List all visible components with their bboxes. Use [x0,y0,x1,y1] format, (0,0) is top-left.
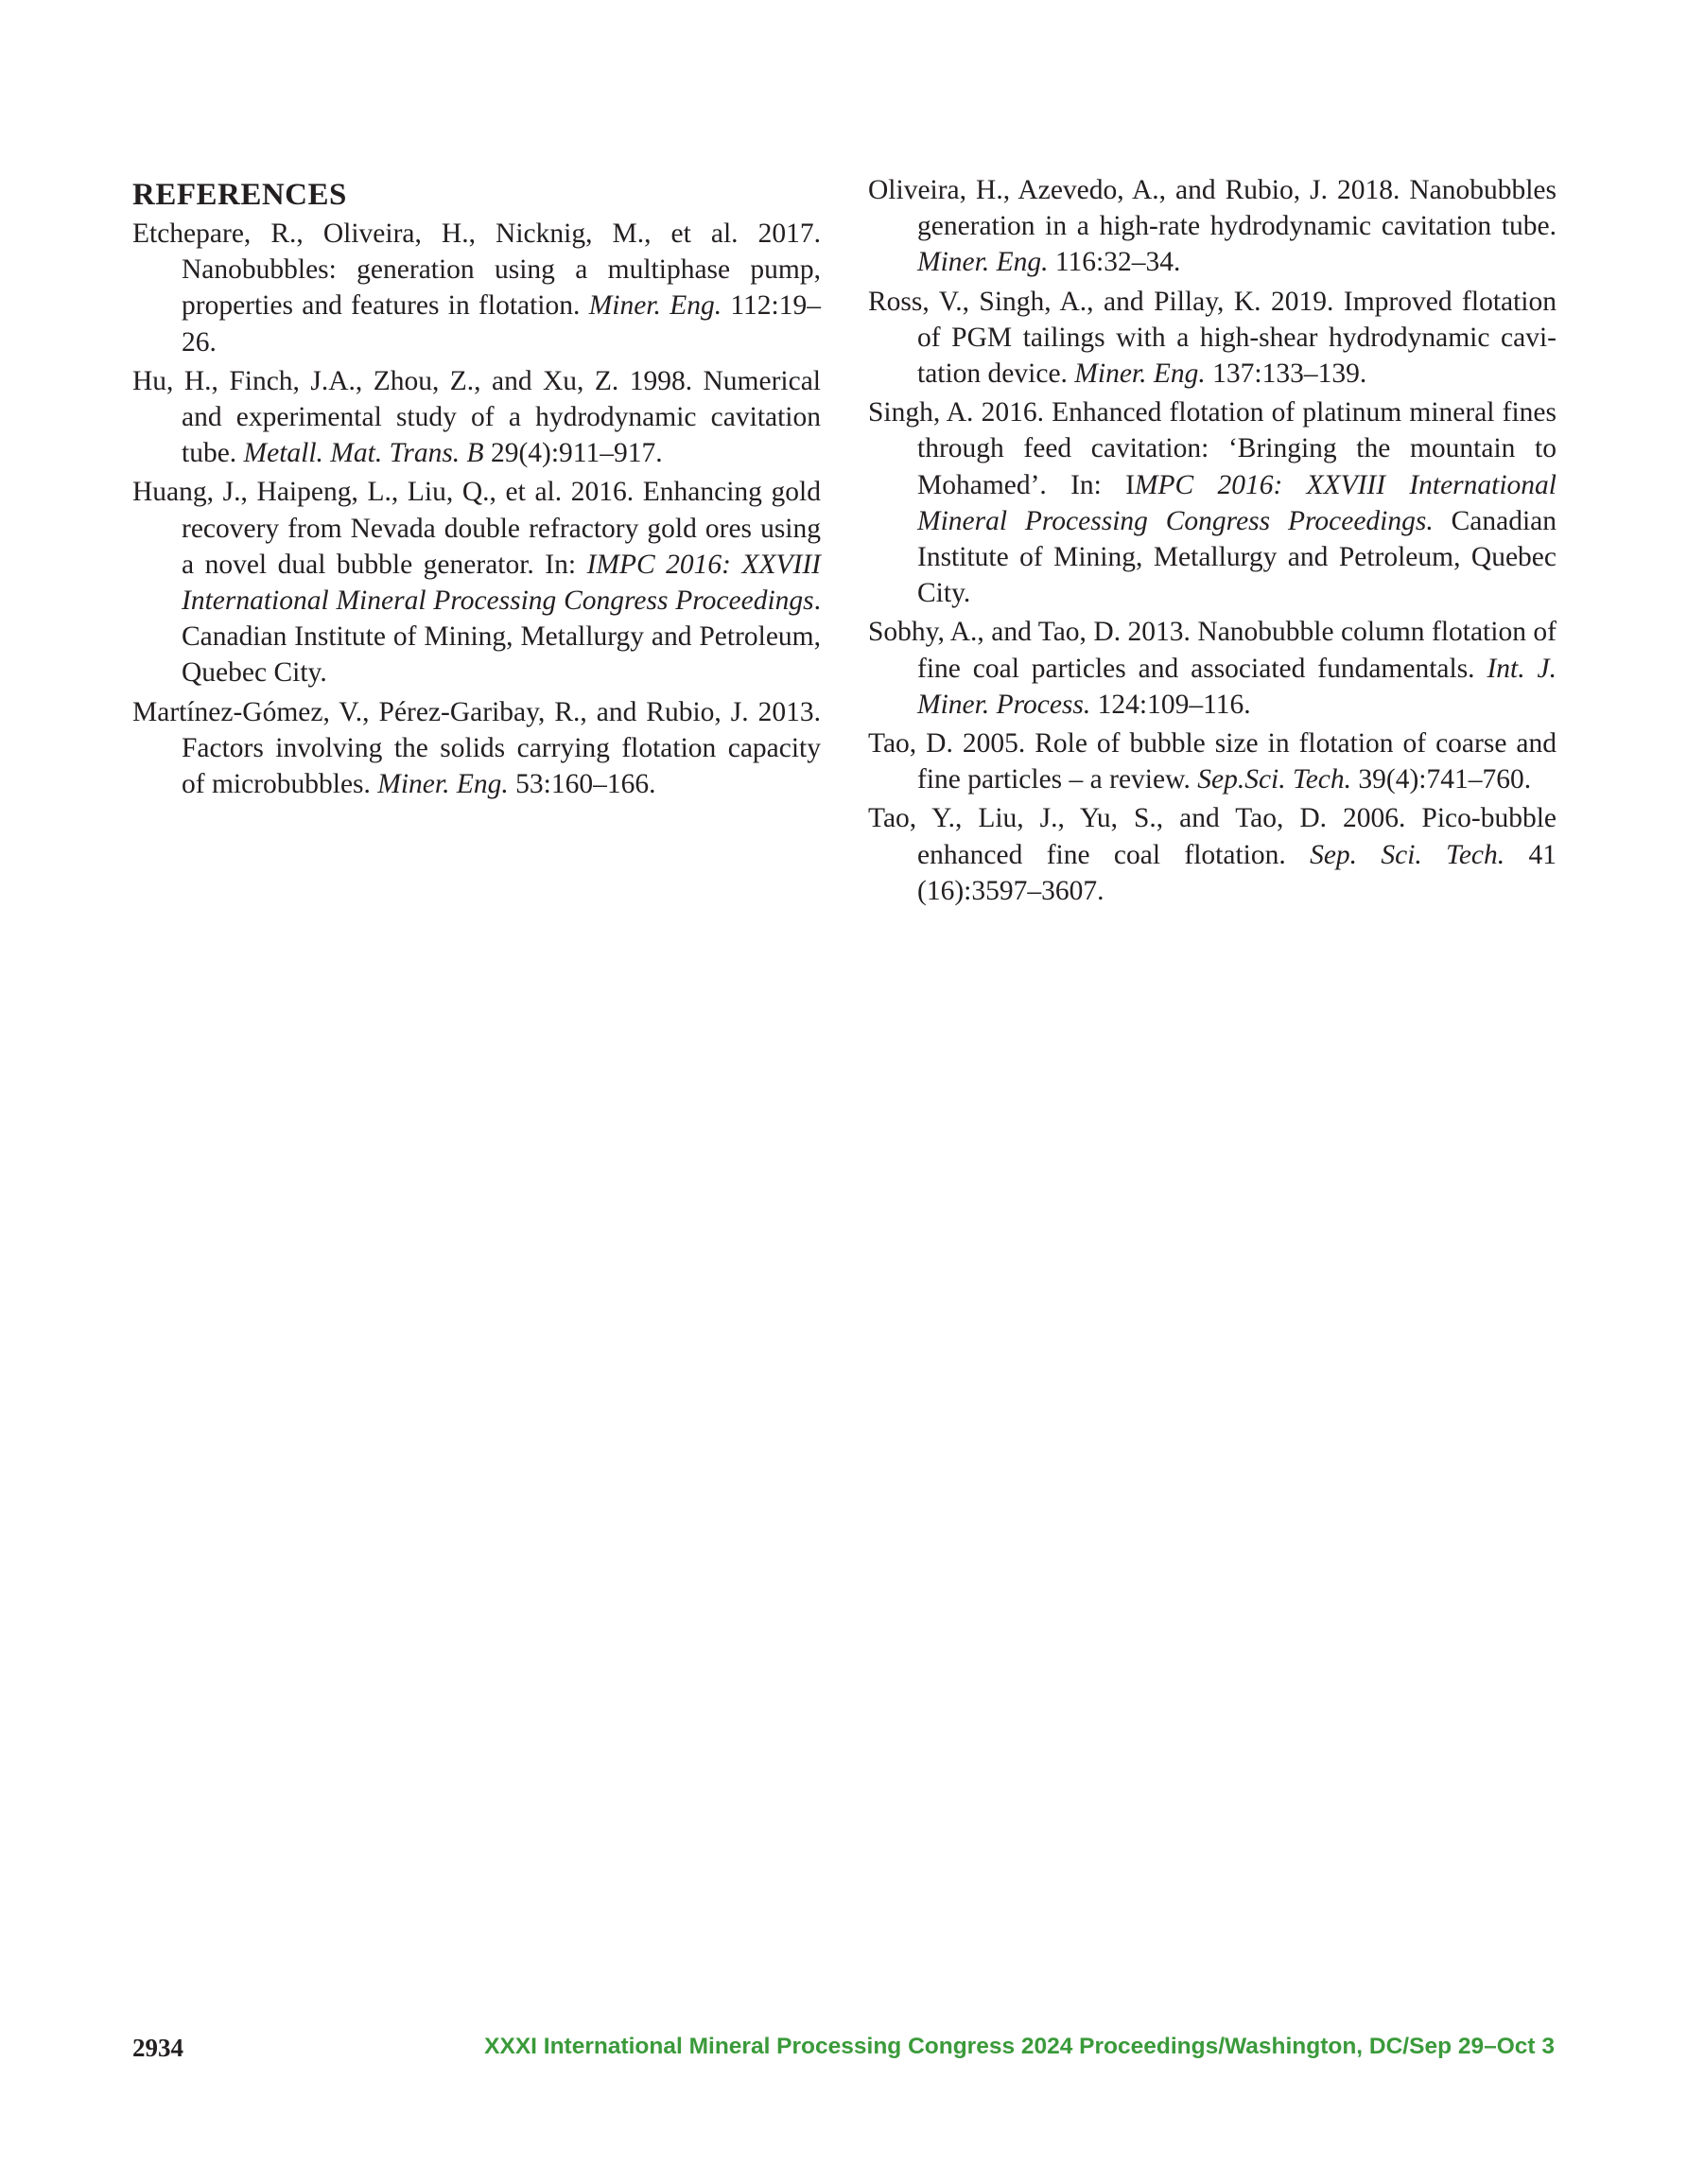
journal-title: Int. J. Miner. Process. [917,653,1557,720]
references-heading: REFERENCES [132,178,347,212]
reference-entry: Singh, A. 2016. Enhanced flotation of platinum mineral fines through feed cavitation: ‘Bringing the mountain to Mohamed’. In: IMPC 2016: XXVIII International Mineral Processing Congress Proceedings. Canadian Institute of Mining, Metallurgy and Petroleum, Quebec City. [868,397,1557,609]
journal-title: Sep.Sci. Tech. [1197,764,1352,795]
journal-title: Miner. Eng. [1074,358,1206,390]
reference-entry: Hu, H., Finch, J.A., Zhou, Z., and Xu, Z. 1998. Numerical and experimental study of a hydrodynamic cavitation tube. Metall. Mat. Trans. B 29(4):911–917. [132,365,821,469]
right-column [868,172,1557,912]
reference-entry: Etchepare, R., Oliveira, H., Nicknig, M., et al. 2017. Nanobubbles: generation using a multiphase pump, properties and features in flotation. Miner. Eng. 112:19–26. [132,218,821,358]
reference-entry: Ross, V., Singh, A., and Pillay, K. 2019. Improved flotation of PGM tailings with a high-shear hydrodynamic cavitation device. Miner. Eng. 137:133–139. [868,286,1557,390]
reference-entry: Sobhy, A., and Tao, D. 2013. Nanobubble column flotation of fine coal particles and associated fundamentals. Int. J. Miner. Process. 124:109–116. [868,617,1557,720]
running-title: XXXI International Mineral Processing Congress 2024 Proceedings/Washington, DC/Sep 29–Oct 3 [484,2034,1555,2059]
journal-title: IMPC 2016: XXVIII International Mineral Processing Congress Proceedings [182,549,821,617]
journal-title: Metall. Mat. Trans. B [243,438,484,469]
reference-entry: Tao, D. 2005. Role of bubble size in flotation of coarse and fine particles – a review. Sep.Sci. Tech. 39(4):741–760. [868,728,1557,795]
reference-entry: Tao, Y., Liu, J., Yu, S., and Tao, D. 2006. Pico-bubble enhanced fine coal flotation. Sep. Sci. Tech. 41 (16):3597–3607. [868,803,1557,906]
journal-title: Miner. Eng. [917,247,1049,278]
reference-entry: Martínez-Gómez, V., Pérez-Garibay, R., and Rubio, J. 2013. Factors involving the solids carrying flotation capacity of microbubbles. Miner. Eng. 53:160–166. [132,696,821,800]
journal-title: MPC 2016: XXVIII International Mineral Processing Congress Proceedings. [917,469,1557,536]
journal-title: Sep. Sci. Tech. [1310,839,1505,870]
page-number: 2934 [132,2034,183,2062]
journal-title: Miner. Eng. [377,769,509,800]
journal-title: Miner. Eng. [588,290,722,322]
reference-entry: Huang, J., Haipeng, L., Liu, Q., et al. 2016. Enhancing gold recovery from Nevada double refractory gold ores using a novel dual bubble generator. In: IMPC 2016: XXVIII International Mineral Processing Congress Proceedings. Canadian Institute of Mining, Metallurgy and Petroleum, Quebec City. [132,477,821,689]
left-column [132,172,821,805]
reference-entry: Oliveira, H., Azevedo, A., and Rubio, J. 2018. Nanobubbles generation in a high-rate hydrodynamic cavitation tube. Miner. Eng. 116:32–34. [868,175,1557,278]
